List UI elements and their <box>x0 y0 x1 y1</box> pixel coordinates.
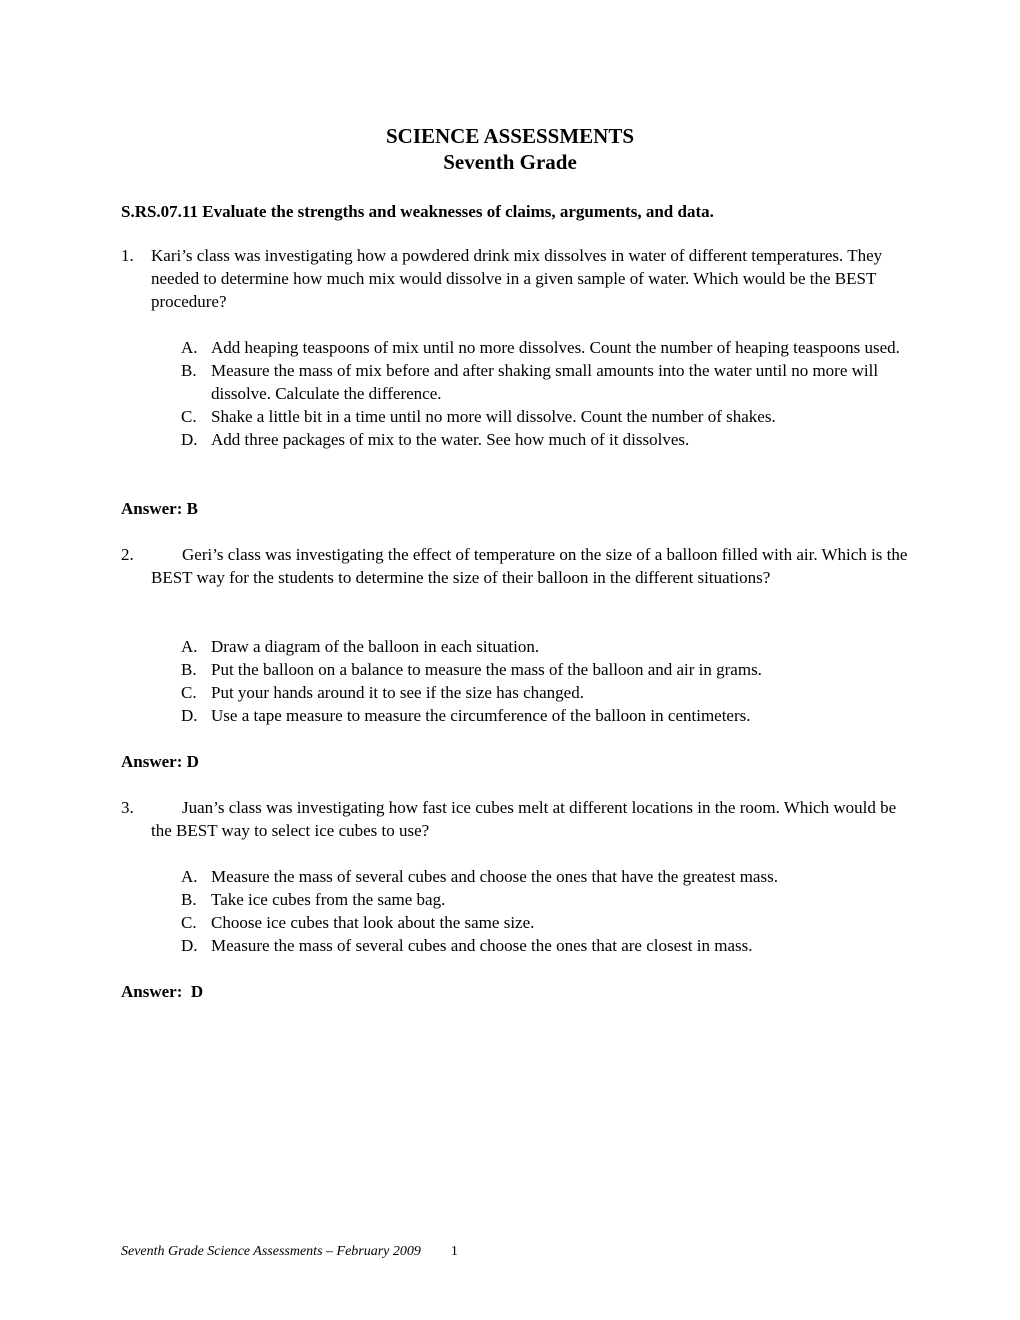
option-text: Take ice cubes from the same bag. <box>211 890 446 909</box>
option-text: Measure the mass of several cubes and choose the ones that have the greatest mass. <box>211 867 778 886</box>
question-2-options <box>181 635 901 727</box>
option-d <box>181 934 901 957</box>
option-text: Shake a little bit in a time until no more will dissolve. Count the number of shakes. <box>211 407 776 426</box>
question-number: 2. <box>121 545 134 564</box>
option-d <box>181 704 901 727</box>
question-3-options <box>181 865 901 957</box>
option-letter: A. <box>181 338 198 357</box>
option-letter: C. <box>181 407 197 426</box>
answer-3: Answer: D <box>121 982 204 1001</box>
option-c <box>181 405 901 428</box>
option-letter: D. <box>181 430 198 449</box>
question-stem: Geri’s class was investigating the effect of temperature on the size of a balloon filled with air. Which is the BEST way for the students to determine the size of their balloon in the different situations? <box>151 545 908 587</box>
question-1 <box>121 244 911 313</box>
option-b <box>181 359 901 405</box>
option-letter: A. <box>181 867 198 886</box>
option-text: Put the balloon on a balance to measure the mass of the balloon and air in grams. <box>211 660 762 679</box>
option-letter: D. <box>181 936 198 955</box>
option-letter: B. <box>181 660 197 679</box>
option-a <box>181 865 901 888</box>
option-b <box>181 888 901 911</box>
question-stem: Kari’s class was investigating how a powdered drink mix dissolves in water of different temperatures. They needed to determine how much mix would dissolve in a given sample of water. Which would be the BEST procedure? <box>151 246 883 311</box>
option-a <box>181 336 901 359</box>
answer-1: Answer: B <box>121 499 198 518</box>
option-letter: C. <box>181 683 197 702</box>
answer-2: Answer: D <box>121 752 199 771</box>
question-stem: Juan’s class was investigating how fast ice cubes melt at different locations in the room. Which would be the BEST way to select ice cubes to use? <box>151 798 897 840</box>
option-text: Draw a diagram of the balloon in each situation. <box>211 637 540 656</box>
option-letter: C. <box>181 913 197 932</box>
option-text: Measure the mass of mix before and after shaking small amounts into the water until no more will dissolve. Calculate the difference. <box>211 361 879 403</box>
option-c <box>181 681 901 704</box>
option-letter: A. <box>181 637 198 656</box>
question-number: 3. <box>121 798 134 817</box>
option-text: Choose ice cubes that look about the same size. <box>211 913 535 932</box>
option-b <box>181 658 901 681</box>
page-subtitle: Seventh Grade <box>443 150 577 174</box>
option-letter: D. <box>181 706 198 725</box>
option-text: Measure the mass of several cubes and choose the ones that are closest in mass. <box>211 936 753 955</box>
footer-text: Seventh Grade Science Assessments – February 2009 <box>121 1244 421 1259</box>
page-title: SCIENCE ASSESSMENTS <box>385 124 635 148</box>
standard-heading: S.RS.07.11 Evaluate the strengths and weaknesses of claims, arguments, and data. <box>121 202 714 221</box>
page-number: 1 <box>450 1244 458 1259</box>
option-text: Add heaping teaspoons of mix until no more dissolves. Count the number of heaping teaspoons used. <box>211 338 900 357</box>
question-2 <box>121 543 911 589</box>
option-text: Use a tape measure to measure the circumference of the balloon in centimeters. <box>211 706 751 725</box>
question-number: 1. <box>121 246 134 265</box>
option-d <box>181 428 901 451</box>
option-text: Put your hands around it to see if the size has changed. <box>211 683 584 702</box>
option-a <box>181 635 901 658</box>
question-1-options <box>181 336 901 451</box>
question-3 <box>121 796 911 842</box>
page-footer <box>121 1242 458 1262</box>
option-letter: B. <box>181 361 197 380</box>
option-letter: B. <box>181 890 197 909</box>
option-c <box>181 911 901 934</box>
option-text: Add three packages of mix to the water. See how much of it dissolves. <box>211 430 690 449</box>
